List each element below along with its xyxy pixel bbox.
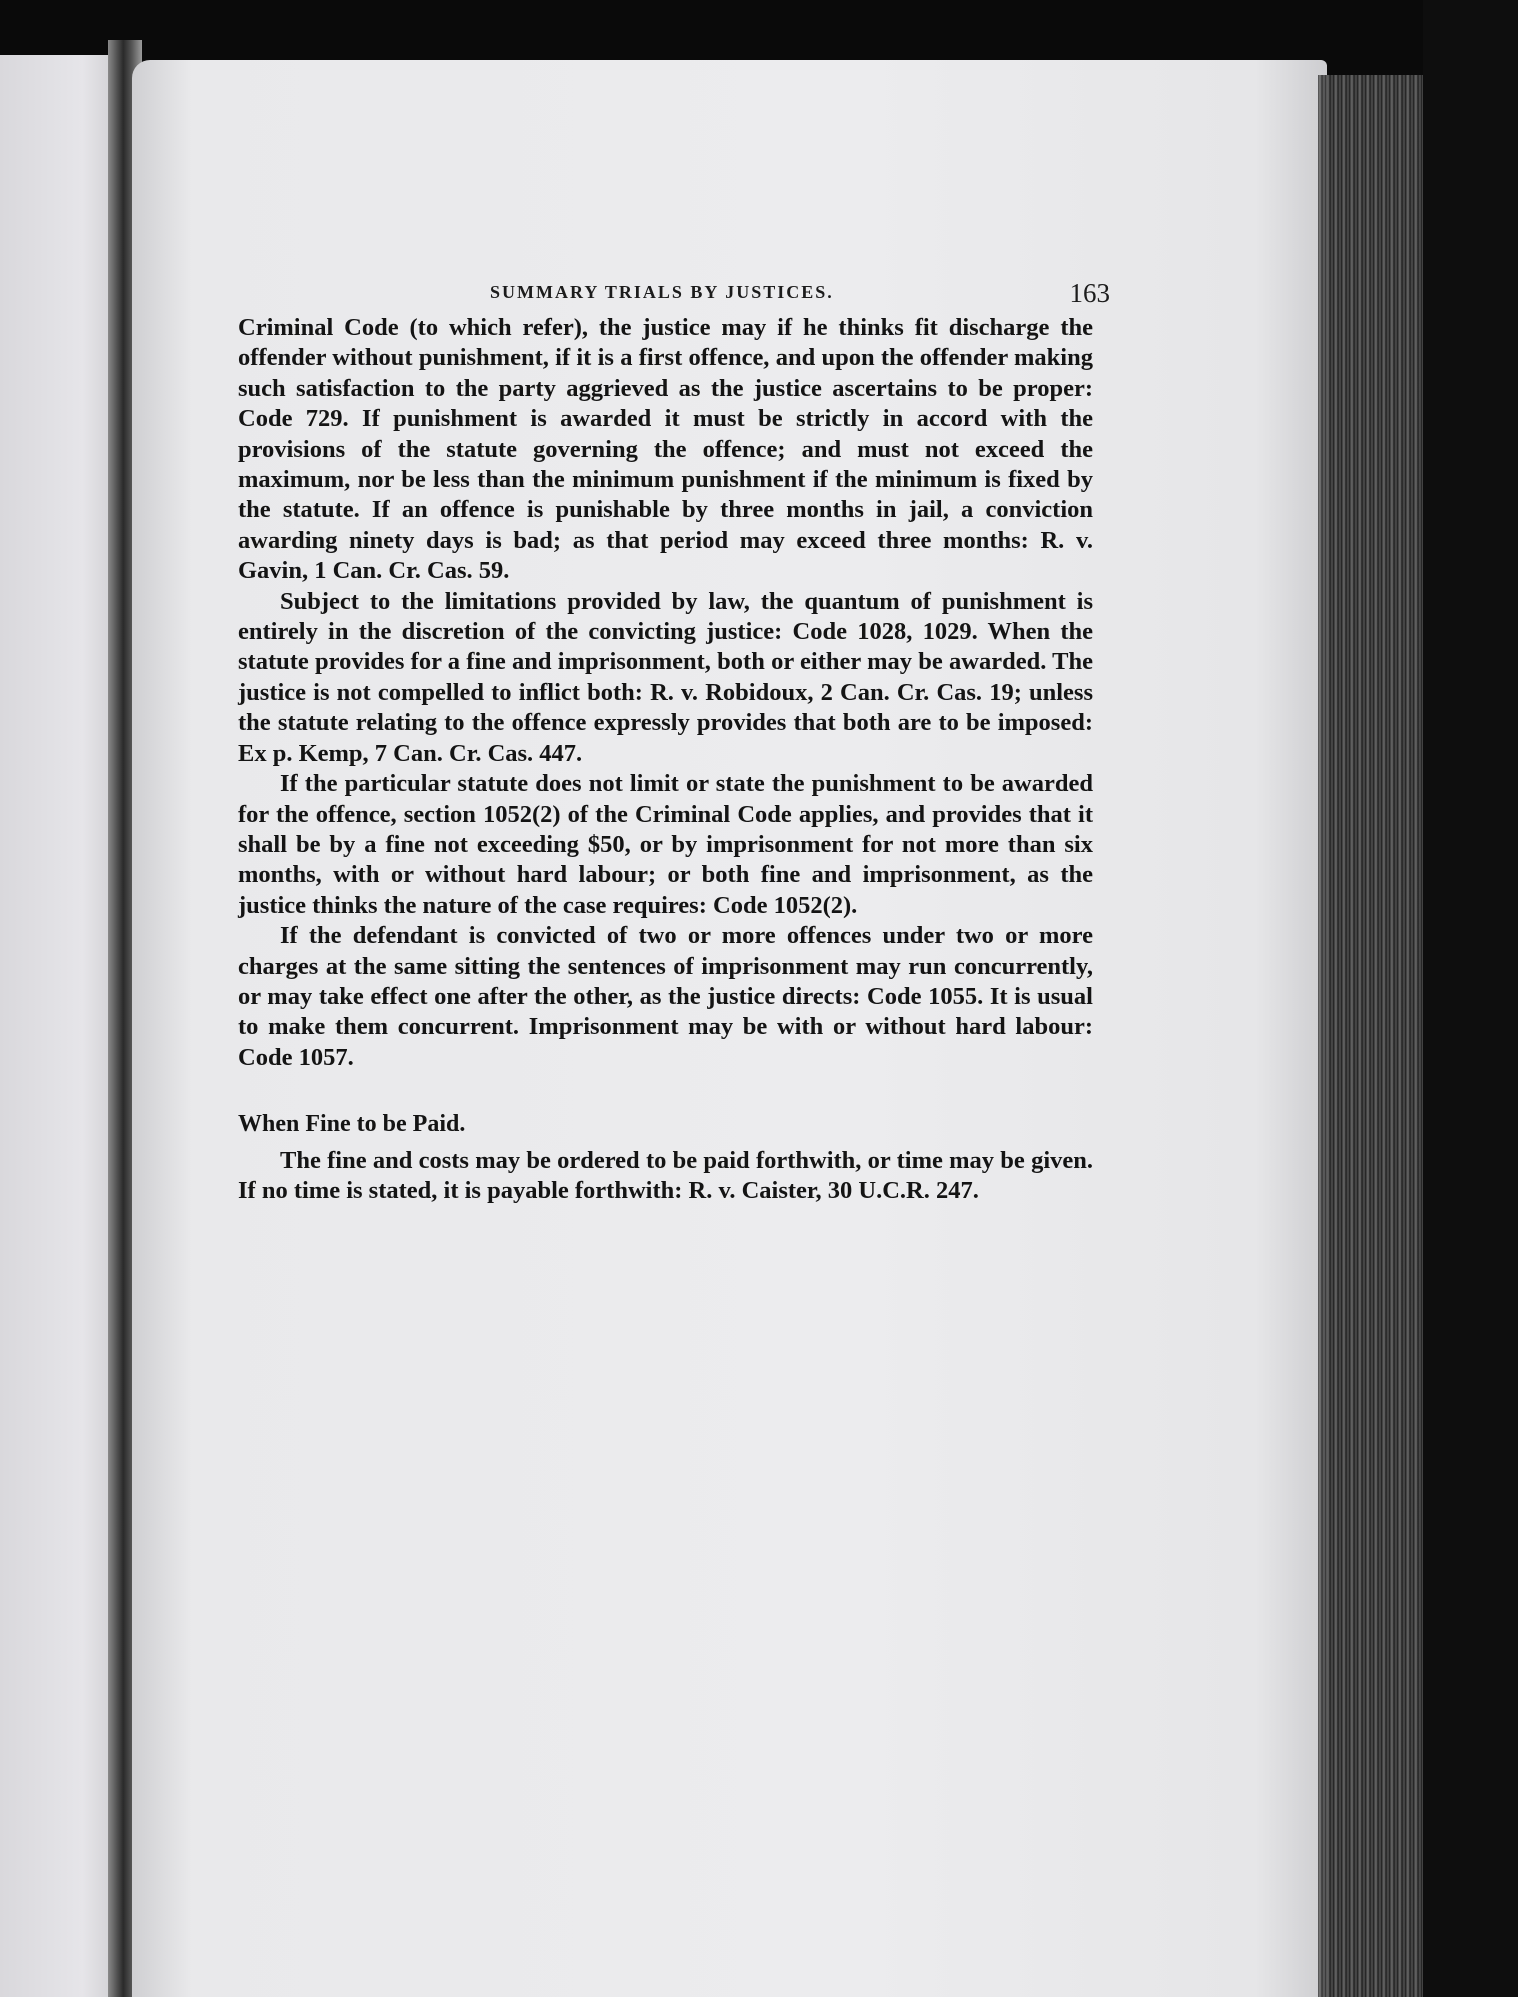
page-body	[238, 313, 1093, 1206]
paragraph: If the defendant is convicted of two or more offences under two or more charges at the same sitting the sentences of imprisonment may run concurrently, or may take effect one after the other, as the justice directs: Code 1055. It is usual to make them concurrent. Imprisonment may be with or without hard labour: Code 1057.	[238, 922, 1093, 1071]
running-head: SUMMARY TRIALS BY JUSTICES.	[490, 282, 834, 302]
page-stack-edges	[1318, 75, 1423, 1997]
paragraph: Criminal Code (to which refer), the justice may if he thinks fit discharge the offender without punishment, if it is a first offence, and upon the offender making such satisfaction to the party aggrieved as the justice ascertains to be proper: Code 729. If punishment is awarded it must be strictly in accord with the provisions of the statute governing the offence; and must not exceed the maximum, nor be less than the minimum punishment if the minimum is fixed by the statute. If an offence is punishable by three months in jail, a conviction awarding ninety days is bad; as that period may exceed three months: R. v. Gavin, 1 Can. Cr. Cas. 59.	[238, 314, 1093, 585]
paragraph: The fine and costs may be ordered to be paid forthwith, or time may be given. If no time is stated, it is payable forthwith: R. v. Caister, 30 U.C.R. 247.	[238, 1146, 1093, 1204]
page-number: 163	[1069, 278, 1110, 308]
section-heading: When Fine to be Paid.	[238, 1111, 466, 1138]
scan-border-right	[1423, 0, 1518, 1997]
facing-page-edge	[0, 55, 118, 1997]
paragraph: Subject to the limitations provided by law, the quantum of punishment is entirely in the discretion of the convicting justice: Code 1028, 1029. When the statute provides for a fine and imprisonment, both or either may be awarded. The justice is not compelled to inflict both: R. v. Robidoux, 2 Can. Cr. Cas. 19; unless the statute relating to the offence expressly provides that both are to be imposed: Ex p. Kemp, 7 Can. Cr. Cas. 447.	[238, 587, 1093, 767]
paragraph: If the particular statute does not limit or state the punishment to be awarded for the offence, section 1052(2) of the Criminal Code applies, and provides that it shall be by a fine not exceeding $50, or by imprisonment for not more than six months, with or without hard labour; or both fine and imprisonment, as the justice thinks the nature of the case requires: Code 1052(2).	[238, 770, 1093, 919]
